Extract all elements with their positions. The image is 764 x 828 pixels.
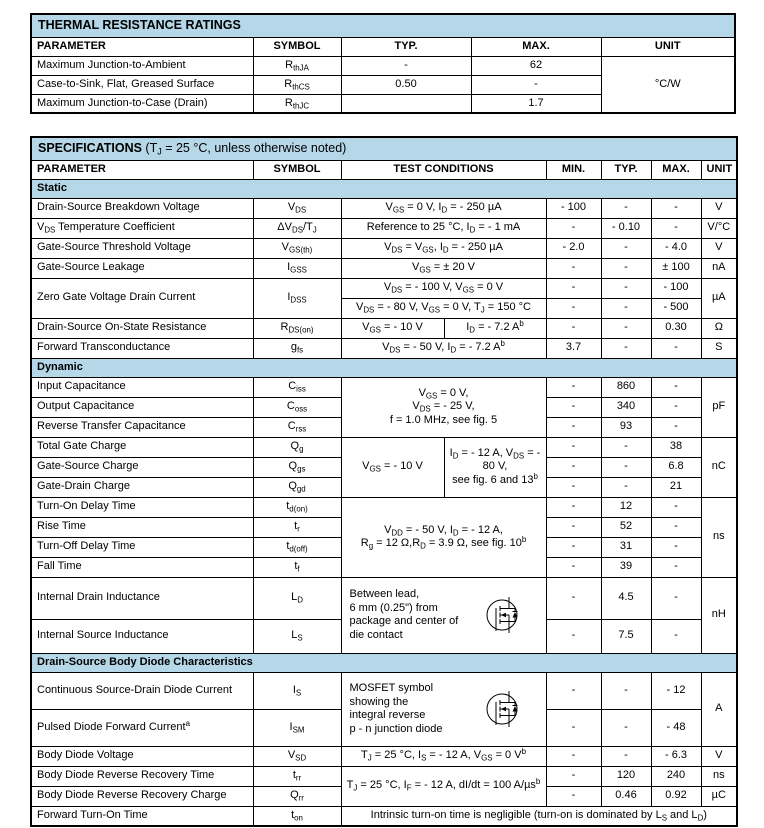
max: ± 100	[651, 258, 701, 278]
symbol: $t_{d(off)}$	[253, 537, 341, 557]
parameter: Maximum Junction-to-Case (Drain)	[31, 94, 253, 113]
table-title: THERMAL RESISTANCE RATINGS	[31, 14, 735, 37]
typ: 93	[601, 417, 651, 437]
max: 62	[471, 56, 601, 75]
parameter: Forward Turn-On Time	[31, 806, 253, 826]
typ: 7.5	[601, 619, 651, 653]
typ: -	[601, 457, 651, 477]
max: - 48	[651, 709, 701, 746]
parameter: Pulsed Diode Forward Current$^a$	[31, 709, 253, 746]
parameter: Body Diode Voltage	[31, 746, 253, 766]
min: -	[546, 417, 601, 437]
symbol: $t_r$	[253, 517, 341, 537]
parameter: $V_{DS}$ Temperature Coefficient	[31, 218, 253, 238]
min: -	[546, 278, 601, 298]
min: - 2.0	[546, 238, 601, 258]
min: -	[546, 577, 601, 619]
symbol: $C_{iss}$	[253, 377, 341, 397]
typ: 31	[601, 537, 651, 557]
conditions: $V_{GS} = 0$ V, $I_D$ = - 250 µA	[341, 198, 546, 218]
conditions-right: $I_D$ = - 7.2 $A^b$	[444, 318, 546, 338]
col-conditions: TEST CONDITIONS	[341, 160, 546, 179]
typ: -	[601, 318, 651, 338]
max: - 12	[651, 672, 701, 709]
conditions: $V_{DD}$ = - 50 V, $I_D$ = - 12 A, $R_g = 12$ $\Omega,R_D = 3.9$ Ω, see fig. 10$^b$	[341, 497, 546, 577]
typ: -	[601, 477, 651, 497]
section-dynamic: Dynamic	[31, 358, 737, 377]
parameter: Drain-Source Breakdown Voltage	[31, 198, 253, 218]
min: -	[546, 477, 601, 497]
parameter: Forward Transconductance	[31, 338, 253, 358]
max: -	[651, 619, 701, 653]
unit: ns	[701, 497, 737, 577]
unit: V	[701, 238, 737, 258]
conditions: $V_{DS} = V_{GS}$, $I_D$ = - 250 µA	[341, 238, 546, 258]
symbol: $R_{thCS}$	[253, 75, 341, 94]
symbol: $I_{DSS}$	[253, 278, 341, 318]
symbol: $L_S$	[253, 619, 341, 653]
unit: V/°C	[701, 218, 737, 238]
typ: 120	[601, 766, 651, 786]
col-unit: UNIT	[601, 37, 735, 56]
parameter: Fall Time	[31, 557, 253, 577]
parameter: Gate-Source Leakage	[31, 258, 253, 278]
conditions-text: Between lead, 6 mm (0.25") from package and center of die contact	[349, 587, 459, 641]
col-max: MAX.	[471, 37, 601, 56]
typ: 52	[601, 517, 651, 537]
conditions	[341, 577, 546, 653]
conditions: $V_{DS}$ = - 100 V, $V_{GS} = 0$ V	[341, 278, 546, 298]
min: -	[546, 497, 601, 517]
symbol: $Q_{rr}$	[253, 786, 341, 806]
typ: -	[601, 437, 651, 457]
typ: -	[601, 258, 651, 278]
max: -	[651, 497, 701, 517]
symbol: $C_{rss}$	[253, 417, 341, 437]
min: -	[546, 557, 601, 577]
typ: 340	[601, 397, 651, 417]
conditions	[341, 672, 546, 746]
unit: pF	[701, 377, 737, 437]
typ: -	[601, 709, 651, 746]
max: 0.30	[651, 318, 701, 338]
max: -	[651, 218, 701, 238]
spec-table	[30, 136, 738, 827]
max: -	[651, 557, 701, 577]
min: -	[546, 672, 601, 709]
col-unit: UNIT	[701, 160, 737, 179]
symbol: $C_{oss}$	[253, 397, 341, 417]
typ: -	[601, 278, 651, 298]
max: 0.92	[651, 786, 701, 806]
typ: -	[601, 672, 651, 709]
max: -	[651, 377, 701, 397]
col-min: MIN.	[546, 160, 601, 179]
max: 240	[651, 766, 701, 786]
parameter: Reverse Transfer Capacitance	[31, 417, 253, 437]
min: -	[546, 377, 601, 397]
unit: V	[701, 746, 737, 766]
min: -	[546, 786, 601, 806]
col-symbol: SYMBOL	[253, 37, 341, 56]
symbol: $R_{thJA}$	[253, 56, 341, 75]
unit: Ω	[701, 318, 737, 338]
symbol: $V_{DS}$	[253, 198, 341, 218]
symbol: $t_f$	[253, 557, 341, 577]
parameter: Continuous Source-Drain Diode Current	[31, 672, 253, 709]
max: -	[651, 517, 701, 537]
parameter: Rise Time	[31, 517, 253, 537]
conditions: $T_J = 25$ °C, $I_S$ = - 12 A, $V_{GS} = 0$ $V^b$	[341, 746, 546, 766]
min: -	[546, 318, 601, 338]
conditions: $V_{GS}$ = ± 20 V	[341, 258, 546, 278]
mosfet-symbol-icon	[481, 595, 527, 635]
min: -	[546, 537, 601, 557]
max: - 4.0	[651, 238, 701, 258]
min: -	[546, 298, 601, 318]
max: -	[471, 75, 601, 94]
typ: -	[341, 56, 471, 75]
min: - 100	[546, 198, 601, 218]
symbol: $V_{GS(th)}$	[253, 238, 341, 258]
parameter: Turn-On Delay Time	[31, 497, 253, 517]
symbol: $t_{on}$	[253, 806, 341, 826]
symbol: $R_{DS(on)}$	[253, 318, 341, 338]
typ: 0.46	[601, 786, 651, 806]
max: 1.7	[471, 94, 601, 113]
parameter: Internal Source Inductance	[31, 619, 253, 653]
mosfet-symbol-icon	[481, 689, 527, 729]
min: -	[546, 437, 601, 457]
min: -	[546, 766, 601, 786]
typ: 860	[601, 377, 651, 397]
max: -	[651, 198, 701, 218]
parameter: Output Capacitance	[31, 397, 253, 417]
max: -	[651, 397, 701, 417]
conditions-text: MOSFET symbol showing the integral reverse p - n junction diode	[349, 681, 443, 735]
symbol: $t_{d(on)}$	[253, 497, 341, 517]
parameter: Input Capacitance	[31, 377, 253, 397]
table-title: SPECIFICATIONS ($T_J = 25$ °C, unless otherwise noted)	[31, 137, 737, 160]
symbol: $t_{rr}$	[253, 766, 341, 786]
typ: -	[601, 238, 651, 258]
min: -	[546, 517, 601, 537]
section-static: Static	[31, 179, 737, 198]
min: -	[546, 619, 601, 653]
typ: 39	[601, 557, 651, 577]
conditions-right: $I_D$ = - 12 A, $V_{DS}$ = - 80 V, see fig. 6 and 13$^b$	[444, 437, 546, 497]
unit: µA	[701, 278, 737, 318]
conditions: $T_J = 25$ °C, $I_F$ = - 12 A, dI/dt = 100 A/µs$^b$	[341, 766, 546, 806]
parameter: Total Gate Charge	[31, 437, 253, 457]
col-parameter: PARAMETER	[31, 160, 253, 179]
unit: ns	[701, 766, 737, 786]
max: - 100	[651, 278, 701, 298]
min: -	[546, 746, 601, 766]
max: -	[651, 537, 701, 557]
symbol: $Q_{gd}$	[253, 477, 341, 497]
typ: -	[601, 198, 651, 218]
parameter: Internal Drain Inductance	[31, 577, 253, 619]
symbol: $Q_{gs}$	[253, 457, 341, 477]
parameter: Gate-Drain Charge	[31, 477, 253, 497]
col-parameter: PARAMETER	[31, 37, 253, 56]
typ: 4.5	[601, 577, 651, 619]
typ: -	[601, 746, 651, 766]
parameter: Gate-Source Charge	[31, 457, 253, 477]
max: -	[651, 338, 701, 358]
unit: µC	[701, 786, 737, 806]
typ: - 0.10	[601, 218, 651, 238]
section-body-diode: Drain-Source Body Diode Characteristics	[31, 653, 737, 672]
unit: nC	[701, 437, 737, 497]
conditions-with-symbol	[347, 586, 541, 645]
symbol: $\Delta V_{DS}/T_J$	[253, 218, 341, 238]
conditions: $V_{DS}$ = - 80 V, $V_{GS} = 0$ V, $T_J = 150$ °C	[341, 298, 546, 318]
min: -	[546, 218, 601, 238]
parameter: Turn-Off Delay Time	[31, 537, 253, 557]
parameter: Gate-Source Threshold Voltage	[31, 238, 253, 258]
symbol: $I_{SM}$	[253, 709, 341, 746]
typ: 0.50	[341, 75, 471, 94]
min: 3.7	[546, 338, 601, 358]
unit: nA	[701, 258, 737, 278]
unit: °C/W	[601, 56, 735, 113]
symbol: $L_D$	[253, 577, 341, 619]
col-typ: TYP.	[601, 160, 651, 179]
symbol: $R_{thJC}$	[253, 94, 341, 113]
max: - 6.3	[651, 746, 701, 766]
parameter: Drain-Source On-State Resistance	[31, 318, 253, 338]
col-symbol: SYMBOL	[253, 160, 341, 179]
max: -	[651, 417, 701, 437]
min: -	[546, 457, 601, 477]
symbol: $V_{SD}$	[253, 746, 341, 766]
conditions-with-symbol	[347, 680, 541, 739]
symbol: $I_{GSS}$	[253, 258, 341, 278]
typ: -	[601, 298, 651, 318]
conditions: Intrinsic turn-on time is negligible (turn-on is dominated by $L_S$ and $L_D$)	[341, 806, 737, 826]
col-max: MAX.	[651, 160, 701, 179]
max: 21	[651, 477, 701, 497]
parameter: Body Diode Reverse Recovery Time	[31, 766, 253, 786]
max: 6.8	[651, 457, 701, 477]
min: -	[546, 709, 601, 746]
max: 38	[651, 437, 701, 457]
conditions: $V_{GS} = 0$ V, $V_{DS}$ = - 25 V, f = 1.0 MHz, see fig. 5	[341, 377, 546, 437]
parameter: Case-to-Sink, Flat, Greased Surface	[31, 75, 253, 94]
conditions-left: $V_{GS}$ = - 10 V	[341, 437, 444, 497]
symbol: $Q_g$	[253, 437, 341, 457]
symbol: $I_S$	[253, 672, 341, 709]
col-typ: TYP.	[341, 37, 471, 56]
conditions: $V_{DS}$ = - 50 V, $I_D$ = - 7.2 $A^b$	[341, 338, 546, 358]
unit: S	[701, 338, 737, 358]
typ: 12	[601, 497, 651, 517]
conditions-left: $V_{GS}$ = - 10 V	[341, 318, 444, 338]
max: - 500	[651, 298, 701, 318]
parameter: Maximum Junction-to-Ambient	[31, 56, 253, 75]
typ	[341, 94, 471, 113]
thermal-table	[30, 13, 736, 114]
typ: -	[601, 338, 651, 358]
parameter: Body Diode Reverse Recovery Charge	[31, 786, 253, 806]
min: -	[546, 397, 601, 417]
min: -	[546, 258, 601, 278]
conditions: Reference to 25 °C, $I_D$ = - 1 mA	[341, 218, 546, 238]
unit: nH	[701, 577, 737, 653]
max: -	[651, 577, 701, 619]
symbol: $g_{fs}$	[253, 338, 341, 358]
unit: V	[701, 198, 737, 218]
parameter: Zero Gate Voltage Drain Current	[31, 278, 253, 318]
unit: A	[701, 672, 737, 746]
